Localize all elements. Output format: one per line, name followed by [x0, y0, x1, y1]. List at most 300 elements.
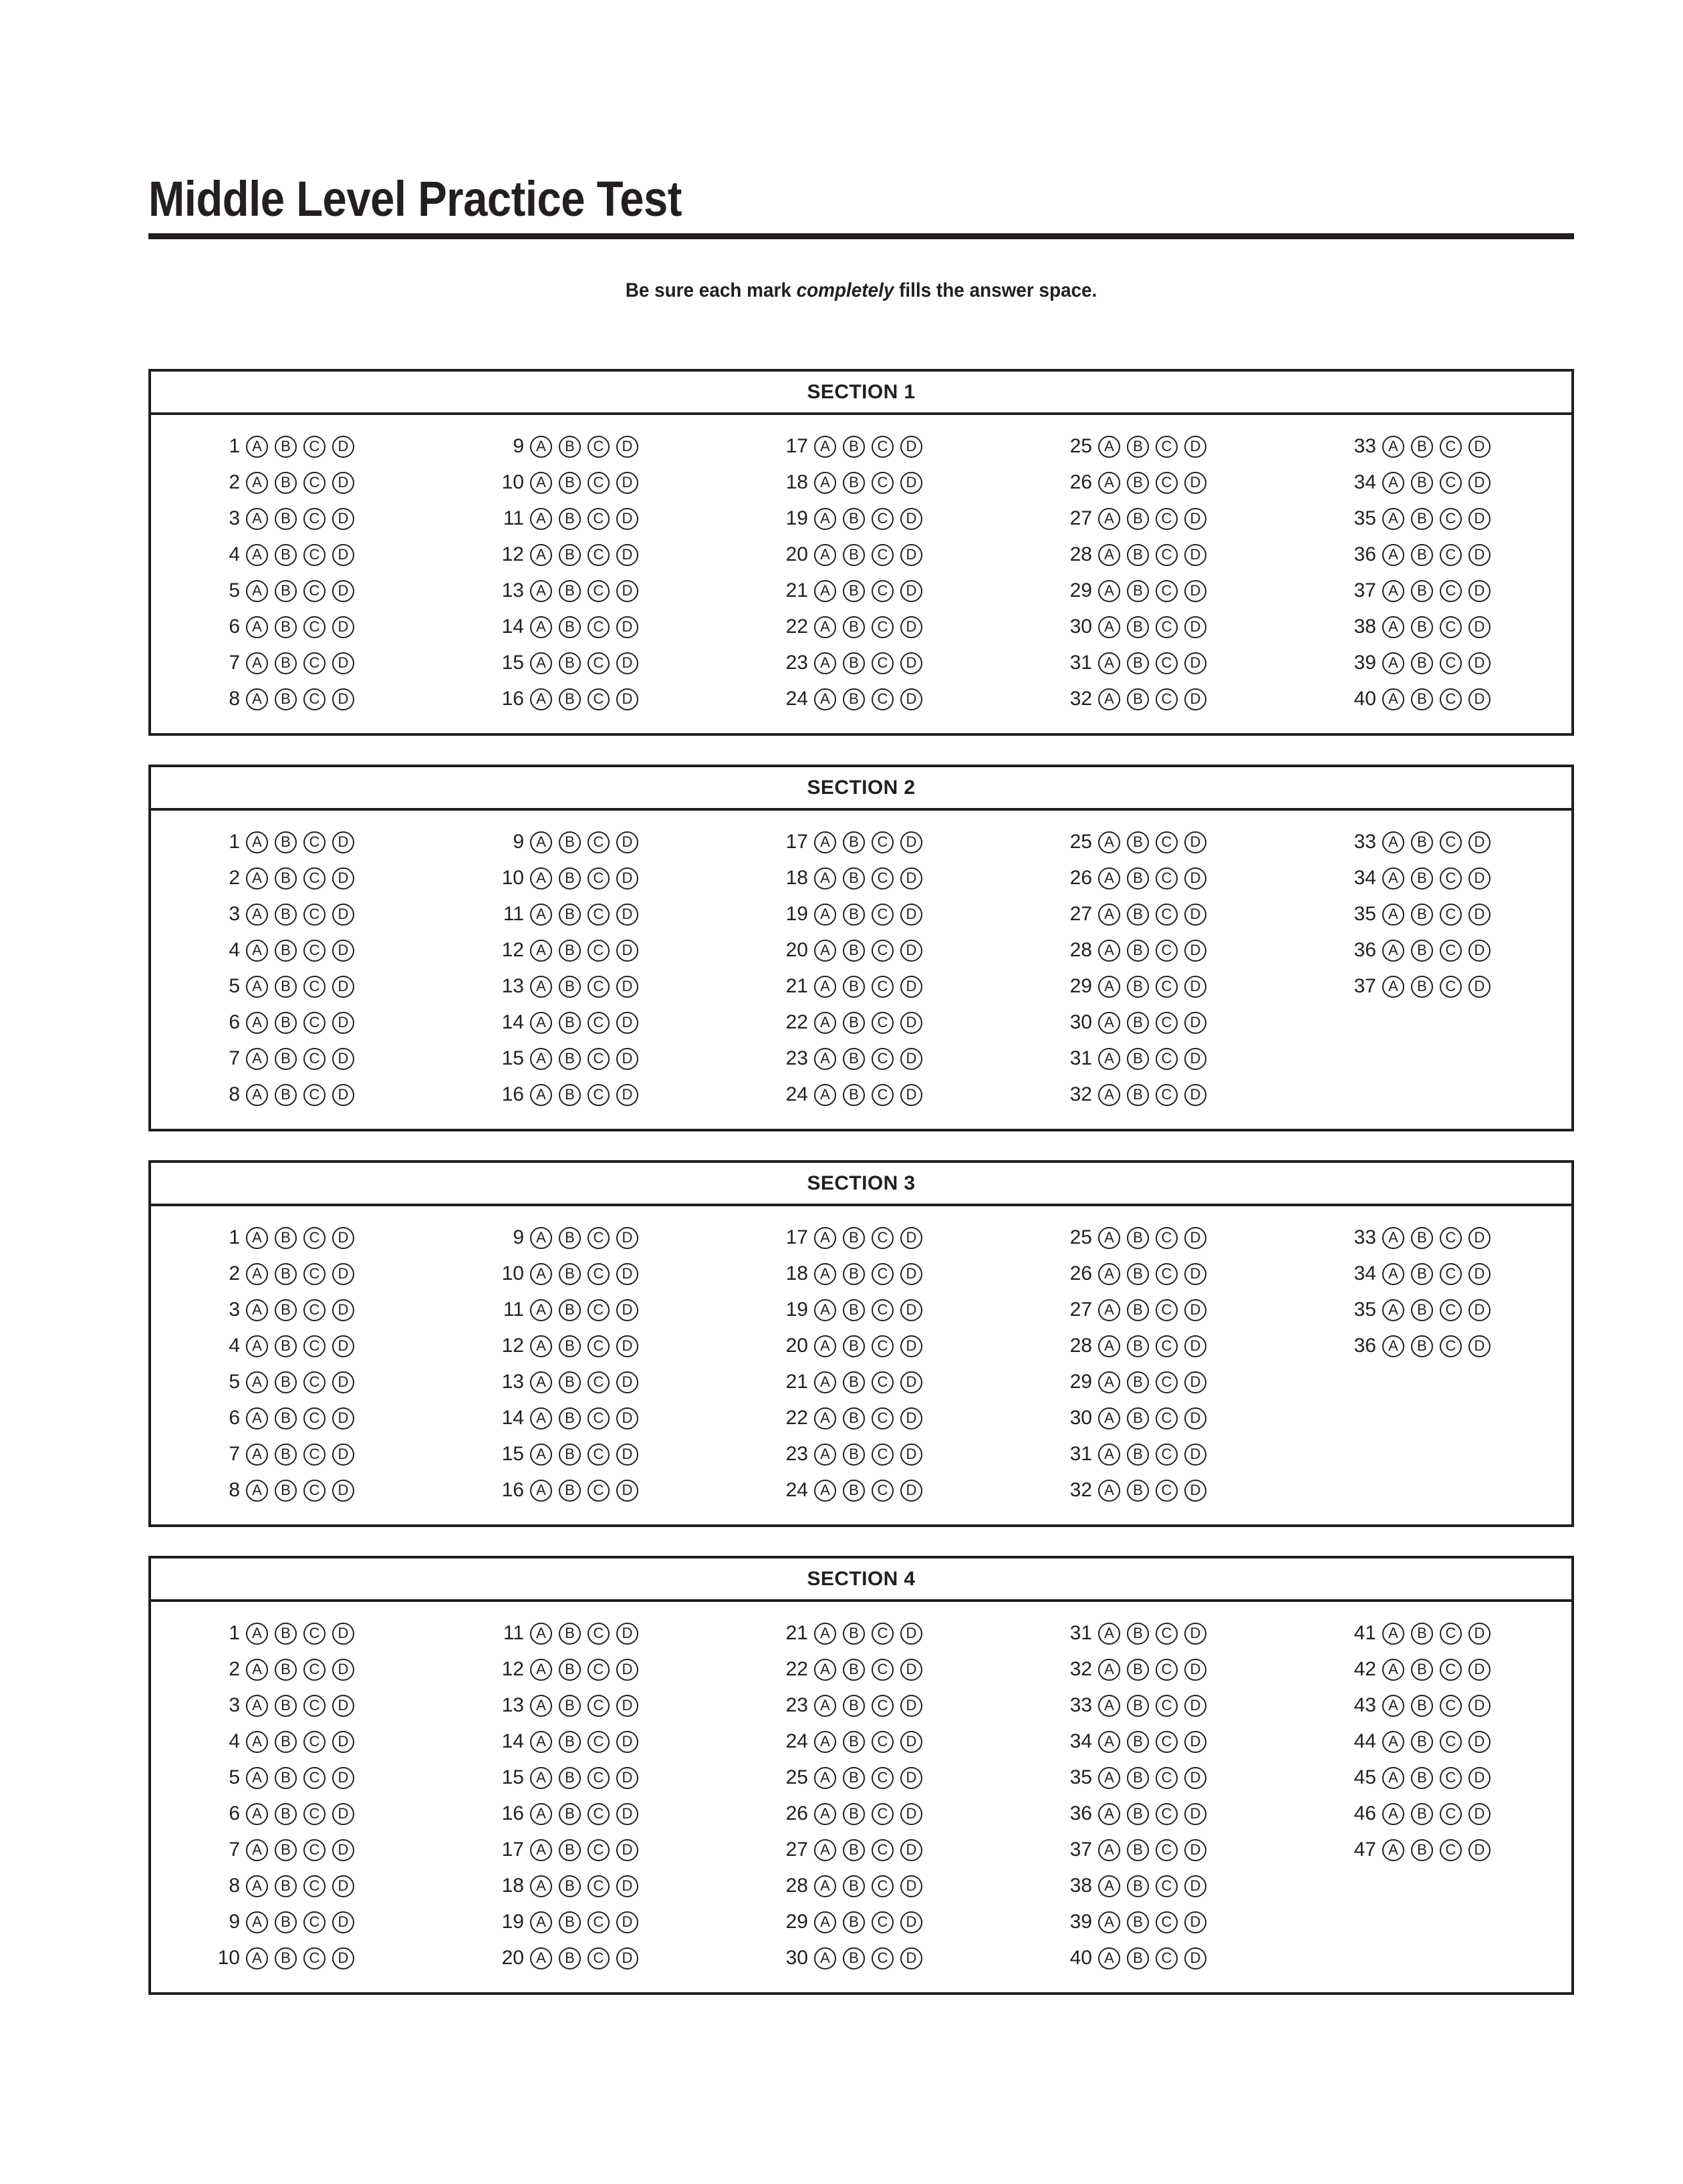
answer-bubble-a[interactable]: A — [246, 580, 268, 602]
answer-bubble-b[interactable]: B — [1411, 940, 1433, 962]
answer-bubble-d[interactable]: D — [332, 544, 354, 566]
answer-bubble-d[interactable]: D — [616, 1227, 638, 1249]
answer-bubble-d[interactable]: D — [332, 940, 354, 962]
answer-bubble-c[interactable]: C — [872, 940, 894, 962]
answer-bubble-a[interactable]: A — [530, 976, 552, 998]
answer-bubble-b[interactable]: B — [1411, 508, 1433, 530]
answer-bubble-a[interactable]: A — [814, 1659, 836, 1681]
answer-bubble-d[interactable]: D — [900, 1731, 922, 1753]
answer-bubble-b[interactable]: B — [843, 580, 865, 602]
answer-bubble-b[interactable]: B — [559, 508, 581, 530]
answer-bubble-d[interactable]: D — [900, 1947, 922, 1969]
answer-bubble-d[interactable]: D — [616, 1623, 638, 1645]
answer-bubble-d[interactable]: D — [616, 1480, 638, 1502]
answer-bubble-b[interactable]: B — [275, 1263, 297, 1285]
answer-bubble-b[interactable]: B — [1127, 508, 1149, 530]
answer-bubble-b[interactable]: B — [843, 1084, 865, 1106]
answer-bubble-c[interactable]: C — [1156, 616, 1178, 638]
answer-bubble-d[interactable]: D — [900, 1623, 922, 1645]
answer-bubble-b[interactable]: B — [843, 976, 865, 998]
answer-bubble-d[interactable]: D — [900, 580, 922, 602]
answer-bubble-b[interactable]: B — [1127, 1407, 1149, 1429]
answer-bubble-c[interactable]: C — [588, 508, 610, 530]
answer-bubble-c[interactable]: C — [1440, 976, 1462, 998]
answer-bubble-b[interactable]: B — [1411, 472, 1433, 494]
answer-bubble-b[interactable]: B — [843, 1263, 865, 1285]
answer-bubble-b[interactable]: B — [275, 580, 297, 602]
answer-bubble-b[interactable]: B — [559, 1623, 581, 1645]
answer-bubble-d[interactable]: D — [332, 1947, 354, 1969]
answer-bubble-d[interactable]: D — [900, 1875, 922, 1897]
answer-bubble-a[interactable]: A — [246, 1263, 268, 1285]
answer-bubble-a[interactable]: A — [530, 1263, 552, 1285]
answer-bubble-d[interactable]: D — [1184, 508, 1206, 530]
answer-bubble-c[interactable]: C — [872, 508, 894, 530]
answer-bubble-c[interactable]: C — [303, 1911, 326, 1933]
answer-bubble-b[interactable]: B — [275, 831, 297, 853]
answer-bubble-b[interactable]: B — [1127, 867, 1149, 890]
answer-bubble-d[interactable]: D — [900, 1371, 922, 1393]
answer-bubble-d[interactable]: D — [332, 508, 354, 530]
answer-bubble-b[interactable]: B — [843, 436, 865, 458]
answer-bubble-a[interactable]: A — [530, 1335, 552, 1357]
answer-bubble-c[interactable]: C — [303, 1084, 326, 1106]
answer-bubble-d[interactable]: D — [1468, 1659, 1491, 1681]
answer-bubble-c[interactable]: C — [303, 1767, 326, 1789]
answer-bubble-a[interactable]: A — [530, 1480, 552, 1502]
answer-bubble-c[interactable]: C — [1156, 1335, 1178, 1357]
answer-bubble-d[interactable]: D — [1184, 1012, 1206, 1034]
answer-bubble-b[interactable]: B — [1127, 472, 1149, 494]
answer-bubble-b[interactable]: B — [559, 1227, 581, 1249]
answer-bubble-c[interactable]: C — [872, 1444, 894, 1466]
answer-bubble-a[interactable]: A — [1098, 1227, 1120, 1249]
answer-bubble-a[interactable]: A — [530, 472, 552, 494]
answer-bubble-b[interactable]: B — [843, 1012, 865, 1034]
answer-bubble-a[interactable]: A — [1098, 1623, 1120, 1645]
answer-bubble-d[interactable]: D — [900, 1227, 922, 1249]
answer-bubble-d[interactable]: D — [616, 1731, 638, 1753]
answer-bubble-d[interactable]: D — [616, 1444, 638, 1466]
answer-bubble-d[interactable]: D — [332, 1371, 354, 1393]
answer-bubble-c[interactable]: C — [1156, 688, 1178, 710]
answer-bubble-a[interactable]: A — [1382, 1731, 1404, 1753]
answer-bubble-d[interactable]: D — [1184, 831, 1206, 853]
answer-bubble-d[interactable]: D — [900, 976, 922, 998]
answer-bubble-b[interactable]: B — [275, 436, 297, 458]
answer-bubble-a[interactable]: A — [246, 1875, 268, 1897]
answer-bubble-d[interactable]: D — [900, 1335, 922, 1357]
answer-bubble-a[interactable]: A — [1098, 1444, 1120, 1466]
answer-bubble-d[interactable]: D — [1468, 1623, 1491, 1645]
answer-bubble-a[interactable]: A — [814, 1911, 836, 1933]
answer-bubble-b[interactable]: B — [1127, 976, 1149, 998]
answer-bubble-b[interactable]: B — [1127, 1371, 1149, 1393]
answer-bubble-d[interactable]: D — [1468, 1803, 1491, 1825]
answer-bubble-c[interactable]: C — [1440, 616, 1462, 638]
answer-bubble-b[interactable]: B — [1411, 616, 1433, 638]
answer-bubble-a[interactable]: A — [1382, 544, 1404, 566]
answer-bubble-d[interactable]: D — [332, 1299, 354, 1321]
answer-bubble-a[interactable]: A — [1098, 867, 1120, 890]
answer-bubble-b[interactable]: B — [559, 544, 581, 566]
answer-bubble-a[interactable]: A — [530, 1947, 552, 1969]
answer-bubble-c[interactable]: C — [588, 652, 610, 674]
answer-bubble-c[interactable]: C — [1156, 1012, 1178, 1034]
answer-bubble-b[interactable]: B — [559, 1371, 581, 1393]
answer-bubble-b[interactable]: B — [1127, 1335, 1149, 1357]
answer-bubble-c[interactable]: C — [872, 616, 894, 638]
answer-bubble-b[interactable]: B — [559, 1407, 581, 1429]
answer-bubble-a[interactable]: A — [246, 1227, 268, 1249]
answer-bubble-b[interactable]: B — [275, 652, 297, 674]
answer-bubble-d[interactable]: D — [616, 544, 638, 566]
answer-bubble-c[interactable]: C — [1440, 831, 1462, 853]
answer-bubble-d[interactable]: D — [332, 1444, 354, 1466]
answer-bubble-b[interactable]: B — [1127, 1227, 1149, 1249]
answer-bubble-b[interactable]: B — [1411, 976, 1433, 998]
answer-bubble-c[interactable]: C — [303, 1263, 326, 1285]
answer-bubble-b[interactable]: B — [275, 1335, 297, 1357]
answer-bubble-b[interactable]: B — [1127, 1911, 1149, 1933]
answer-bubble-a[interactable]: A — [530, 1803, 552, 1825]
answer-bubble-c[interactable]: C — [1156, 1731, 1178, 1753]
answer-bubble-d[interactable]: D — [616, 1407, 638, 1429]
answer-bubble-d[interactable]: D — [332, 1659, 354, 1681]
answer-bubble-d[interactable]: D — [332, 1048, 354, 1070]
answer-bubble-c[interactable]: C — [588, 1695, 610, 1717]
answer-bubble-b[interactable]: B — [1411, 652, 1433, 674]
answer-bubble-d[interactable]: D — [900, 1480, 922, 1502]
answer-bubble-d[interactable]: D — [332, 1731, 354, 1753]
answer-bubble-b[interactable]: B — [275, 1299, 297, 1321]
answer-bubble-c[interactable]: C — [872, 436, 894, 458]
answer-bubble-a[interactable]: A — [530, 867, 552, 890]
answer-bubble-d[interactable]: D — [332, 904, 354, 926]
answer-bubble-b[interactable]: B — [843, 940, 865, 962]
answer-bubble-b[interactable]: B — [843, 1875, 865, 1897]
answer-bubble-c[interactable]: C — [1156, 1767, 1178, 1789]
answer-bubble-a[interactable]: A — [814, 1695, 836, 1717]
answer-bubble-a[interactable]: A — [1098, 1731, 1120, 1753]
answer-bubble-a[interactable]: A — [1098, 1659, 1120, 1681]
answer-bubble-b[interactable]: B — [843, 1623, 865, 1645]
answer-bubble-b[interactable]: B — [275, 508, 297, 530]
answer-bubble-c[interactable]: C — [588, 580, 610, 602]
answer-bubble-c[interactable]: C — [1440, 508, 1462, 530]
answer-bubble-d[interactable]: D — [900, 1911, 922, 1933]
answer-bubble-a[interactable]: A — [1382, 616, 1404, 638]
answer-bubble-b[interactable]: B — [1127, 580, 1149, 602]
answer-bubble-b[interactable]: B — [559, 1012, 581, 1034]
answer-bubble-d[interactable]: D — [1184, 867, 1206, 890]
answer-bubble-d[interactable]: D — [1184, 940, 1206, 962]
answer-bubble-c[interactable]: C — [1156, 544, 1178, 566]
answer-bubble-c[interactable]: C — [1156, 1695, 1178, 1717]
answer-bubble-a[interactable]: A — [1382, 1623, 1404, 1645]
answer-bubble-a[interactable]: A — [1098, 1695, 1120, 1717]
answer-bubble-c[interactable]: C — [303, 472, 326, 494]
answer-bubble-a[interactable]: A — [246, 1731, 268, 1753]
answer-bubble-c[interactable]: C — [588, 544, 610, 566]
answer-bubble-b[interactable]: B — [1411, 867, 1433, 890]
answer-bubble-a[interactable]: A — [1098, 831, 1120, 853]
answer-bubble-d[interactable]: D — [1468, 544, 1491, 566]
answer-bubble-c[interactable]: C — [588, 1623, 610, 1645]
answer-bubble-b[interactable]: B — [275, 1659, 297, 1681]
answer-bubble-a[interactable]: A — [530, 580, 552, 602]
answer-bubble-b[interactable]: B — [275, 688, 297, 710]
answer-bubble-c[interactable]: C — [1156, 1263, 1178, 1285]
answer-bubble-c[interactable]: C — [872, 1048, 894, 1070]
answer-bubble-d[interactable]: D — [1468, 904, 1491, 926]
answer-bubble-d[interactable]: D — [616, 1263, 638, 1285]
answer-bubble-d[interactable]: D — [332, 1839, 354, 1861]
answer-bubble-b[interactable]: B — [559, 1767, 581, 1789]
answer-bubble-c[interactable]: C — [588, 1767, 610, 1789]
answer-bubble-b[interactable]: B — [559, 472, 581, 494]
answer-bubble-a[interactable]: A — [814, 544, 836, 566]
answer-bubble-c[interactable]: C — [872, 904, 894, 926]
answer-bubble-c[interactable]: C — [872, 1012, 894, 1034]
answer-bubble-b[interactable]: B — [843, 1695, 865, 1717]
answer-bubble-a[interactable]: A — [246, 976, 268, 998]
answer-bubble-c[interactable]: C — [1156, 1659, 1178, 1681]
answer-bubble-d[interactable]: D — [1184, 436, 1206, 458]
answer-bubble-d[interactable]: D — [900, 652, 922, 674]
answer-bubble-c[interactable]: C — [588, 1731, 610, 1753]
answer-bubble-b[interactable]: B — [843, 1767, 865, 1789]
answer-bubble-a[interactable]: A — [814, 1947, 836, 1969]
answer-bubble-b[interactable]: B — [1411, 436, 1433, 458]
answer-bubble-d[interactable]: D — [332, 1084, 354, 1106]
answer-bubble-c[interactable]: C — [872, 867, 894, 890]
answer-bubble-a[interactable]: A — [1098, 1767, 1120, 1789]
answer-bubble-d[interactable]: D — [616, 1695, 638, 1717]
answer-bubble-c[interactable]: C — [588, 1227, 610, 1249]
answer-bubble-c[interactable]: C — [872, 1299, 894, 1321]
answer-bubble-c[interactable]: C — [1156, 652, 1178, 674]
answer-bubble-d[interactable]: D — [1184, 1875, 1206, 1897]
answer-bubble-b[interactable]: B — [275, 1480, 297, 1502]
answer-bubble-a[interactable]: A — [1382, 1299, 1404, 1321]
answer-bubble-a[interactable]: A — [246, 904, 268, 926]
answer-bubble-a[interactable]: A — [530, 1048, 552, 1070]
answer-bubble-c[interactable]: C — [1156, 472, 1178, 494]
answer-bubble-a[interactable]: A — [814, 616, 836, 638]
answer-bubble-b[interactable]: B — [559, 580, 581, 602]
answer-bubble-d[interactable]: D — [1468, 1731, 1491, 1753]
answer-bubble-a[interactable]: A — [530, 1084, 552, 1106]
answer-bubble-a[interactable]: A — [1382, 508, 1404, 530]
answer-bubble-a[interactable]: A — [246, 508, 268, 530]
answer-bubble-d[interactable]: D — [900, 544, 922, 566]
answer-bubble-c[interactable]: C — [872, 1947, 894, 1969]
answer-bubble-c[interactable]: C — [872, 1263, 894, 1285]
answer-bubble-b[interactable]: B — [1411, 580, 1433, 602]
answer-bubble-b[interactable]: B — [1127, 1480, 1149, 1502]
answer-bubble-c[interactable]: C — [303, 1659, 326, 1681]
answer-bubble-b[interactable]: B — [559, 652, 581, 674]
answer-bubble-c[interactable]: C — [1156, 1227, 1178, 1249]
answer-bubble-d[interactable]: D — [1468, 1839, 1491, 1861]
answer-bubble-a[interactable]: A — [814, 1263, 836, 1285]
answer-bubble-b[interactable]: B — [559, 1875, 581, 1897]
answer-bubble-b[interactable]: B — [275, 1407, 297, 1429]
answer-bubble-b[interactable]: B — [843, 1335, 865, 1357]
answer-bubble-a[interactable]: A — [530, 1444, 552, 1466]
answer-bubble-d[interactable]: D — [332, 652, 354, 674]
answer-bubble-a[interactable]: A — [246, 1803, 268, 1825]
answer-bubble-c[interactable]: C — [1156, 580, 1178, 602]
answer-bubble-a[interactable]: A — [246, 1084, 268, 1106]
answer-bubble-b[interactable]: B — [843, 1731, 865, 1753]
answer-bubble-d[interactable]: D — [900, 867, 922, 890]
answer-bubble-c[interactable]: C — [303, 1947, 326, 1969]
answer-bubble-b[interactable]: B — [1127, 904, 1149, 926]
answer-bubble-d[interactable]: D — [1184, 1480, 1206, 1502]
answer-bubble-d[interactable]: D — [1468, 1299, 1491, 1321]
answer-bubble-b[interactable]: B — [559, 831, 581, 853]
answer-bubble-b[interactable]: B — [843, 1299, 865, 1321]
answer-bubble-d[interactable]: D — [1184, 1084, 1206, 1106]
answer-bubble-c[interactable]: C — [303, 1048, 326, 1070]
answer-bubble-b[interactable]: B — [559, 1335, 581, 1357]
answer-bubble-d[interactable]: D — [616, 1947, 638, 1969]
answer-bubble-d[interactable]: D — [1468, 1227, 1491, 1249]
answer-bubble-a[interactable]: A — [530, 616, 552, 638]
answer-bubble-c[interactable]: C — [588, 1947, 610, 1969]
answer-bubble-d[interactable]: D — [1184, 1911, 1206, 1933]
answer-bubble-c[interactable]: C — [1156, 1911, 1178, 1933]
answer-bubble-a[interactable]: A — [530, 1875, 552, 1897]
answer-bubble-b[interactable]: B — [843, 1659, 865, 1681]
answer-bubble-a[interactable]: A — [530, 1695, 552, 1717]
answer-bubble-b[interactable]: B — [275, 1875, 297, 1897]
answer-bubble-d[interactable]: D — [1184, 688, 1206, 710]
answer-bubble-c[interactable]: C — [303, 688, 326, 710]
answer-bubble-b[interactable]: B — [275, 472, 297, 494]
answer-bubble-a[interactable]: A — [814, 508, 836, 530]
answer-bubble-d[interactable]: D — [1184, 1371, 1206, 1393]
answer-bubble-d[interactable]: D — [1468, 976, 1491, 998]
answer-bubble-a[interactable]: A — [1098, 1084, 1120, 1106]
answer-bubble-b[interactable]: B — [843, 544, 865, 566]
answer-bubble-b[interactable]: B — [1411, 1335, 1433, 1357]
answer-bubble-c[interactable]: C — [1440, 1299, 1462, 1321]
answer-bubble-a[interactable]: A — [814, 1299, 836, 1321]
answer-bubble-d[interactable]: D — [900, 436, 922, 458]
answer-bubble-b[interactable]: B — [275, 1839, 297, 1861]
answer-bubble-d[interactable]: D — [900, 508, 922, 530]
answer-bubble-d[interactable]: D — [332, 436, 354, 458]
answer-bubble-b[interactable]: B — [1127, 1623, 1149, 1645]
answer-bubble-d[interactable]: D — [900, 1048, 922, 1070]
answer-bubble-b[interactable]: B — [843, 616, 865, 638]
answer-bubble-c[interactable]: C — [872, 1371, 894, 1393]
answer-bubble-c[interactable]: C — [1440, 1263, 1462, 1285]
answer-bubble-d[interactable]: D — [1184, 1947, 1206, 1969]
answer-bubble-d[interactable]: D — [332, 1803, 354, 1825]
answer-bubble-d[interactable]: D — [616, 472, 638, 494]
answer-bubble-b[interactable]: B — [559, 976, 581, 998]
answer-bubble-b[interactable]: B — [843, 1371, 865, 1393]
answer-bubble-a[interactable]: A — [1098, 1803, 1120, 1825]
answer-bubble-c[interactable]: C — [1156, 940, 1178, 962]
answer-bubble-c[interactable]: C — [872, 1767, 894, 1789]
answer-bubble-c[interactable]: C — [588, 1371, 610, 1393]
answer-bubble-c[interactable]: C — [1156, 436, 1178, 458]
answer-bubble-c[interactable]: C — [1156, 1839, 1178, 1861]
answer-bubble-c[interactable]: C — [1440, 652, 1462, 674]
answer-bubble-a[interactable]: A — [246, 616, 268, 638]
answer-bubble-d[interactable]: D — [616, 1911, 638, 1933]
answer-bubble-a[interactable]: A — [1382, 976, 1404, 998]
answer-bubble-b[interactable]: B — [843, 867, 865, 890]
answer-bubble-a[interactable]: A — [814, 1335, 836, 1357]
answer-bubble-a[interactable]: A — [530, 1407, 552, 1429]
answer-bubble-c[interactable]: C — [872, 1803, 894, 1825]
answer-bubble-d[interactable]: D — [332, 1767, 354, 1789]
answer-bubble-d[interactable]: D — [616, 652, 638, 674]
answer-bubble-d[interactable]: D — [1468, 1263, 1491, 1285]
answer-bubble-b[interactable]: B — [1127, 652, 1149, 674]
answer-bubble-d[interactable]: D — [1184, 616, 1206, 638]
answer-bubble-a[interactable]: A — [1098, 1012, 1120, 1034]
answer-bubble-a[interactable]: A — [246, 1480, 268, 1502]
answer-bubble-d[interactable]: D — [616, 867, 638, 890]
answer-bubble-c[interactable]: C — [1156, 831, 1178, 853]
answer-bubble-b[interactable]: B — [1127, 1767, 1149, 1789]
answer-bubble-a[interactable]: A — [1382, 1227, 1404, 1249]
answer-bubble-d[interactable]: D — [616, 1371, 638, 1393]
answer-bubble-c[interactable]: C — [303, 904, 326, 926]
answer-bubble-d[interactable]: D — [1184, 472, 1206, 494]
answer-bubble-b[interactable]: B — [559, 1695, 581, 1717]
answer-bubble-c[interactable]: C — [588, 1335, 610, 1357]
answer-bubble-b[interactable]: B — [1411, 688, 1433, 710]
answer-bubble-a[interactable]: A — [814, 472, 836, 494]
answer-bubble-a[interactable]: A — [530, 1659, 552, 1681]
answer-bubble-b[interactable]: B — [559, 1480, 581, 1502]
answer-bubble-a[interactable]: A — [1098, 1947, 1120, 1969]
answer-bubble-c[interactable]: C — [303, 1371, 326, 1393]
answer-bubble-d[interactable]: D — [332, 688, 354, 710]
answer-bubble-a[interactable]: A — [530, 544, 552, 566]
answer-bubble-d[interactable]: D — [900, 1659, 922, 1681]
answer-bubble-d[interactable]: D — [332, 616, 354, 638]
answer-bubble-a[interactable]: A — [530, 1371, 552, 1393]
answer-bubble-b[interactable]: B — [843, 904, 865, 926]
answer-bubble-d[interactable]: D — [332, 580, 354, 602]
answer-bubble-b[interactable]: B — [1127, 940, 1149, 962]
answer-bubble-c[interactable]: C — [303, 1875, 326, 1897]
answer-bubble-c[interactable]: C — [1440, 1695, 1462, 1717]
answer-bubble-c[interactable]: C — [1156, 508, 1178, 530]
answer-bubble-b[interactable]: B — [1127, 1012, 1149, 1034]
answer-bubble-b[interactable]: B — [843, 508, 865, 530]
answer-bubble-d[interactable]: D — [1468, 652, 1491, 674]
answer-bubble-a[interactable]: A — [814, 1012, 836, 1034]
answer-bubble-d[interactable]: D — [1468, 436, 1491, 458]
answer-bubble-c[interactable]: C — [588, 1444, 610, 1466]
answer-bubble-a[interactable]: A — [1382, 580, 1404, 602]
answer-bubble-b[interactable]: B — [275, 1084, 297, 1106]
answer-bubble-c[interactable]: C — [872, 1335, 894, 1357]
answer-bubble-c[interactable]: C — [1440, 544, 1462, 566]
answer-bubble-b[interactable]: B — [559, 1084, 581, 1106]
answer-bubble-b[interactable]: B — [275, 1803, 297, 1825]
